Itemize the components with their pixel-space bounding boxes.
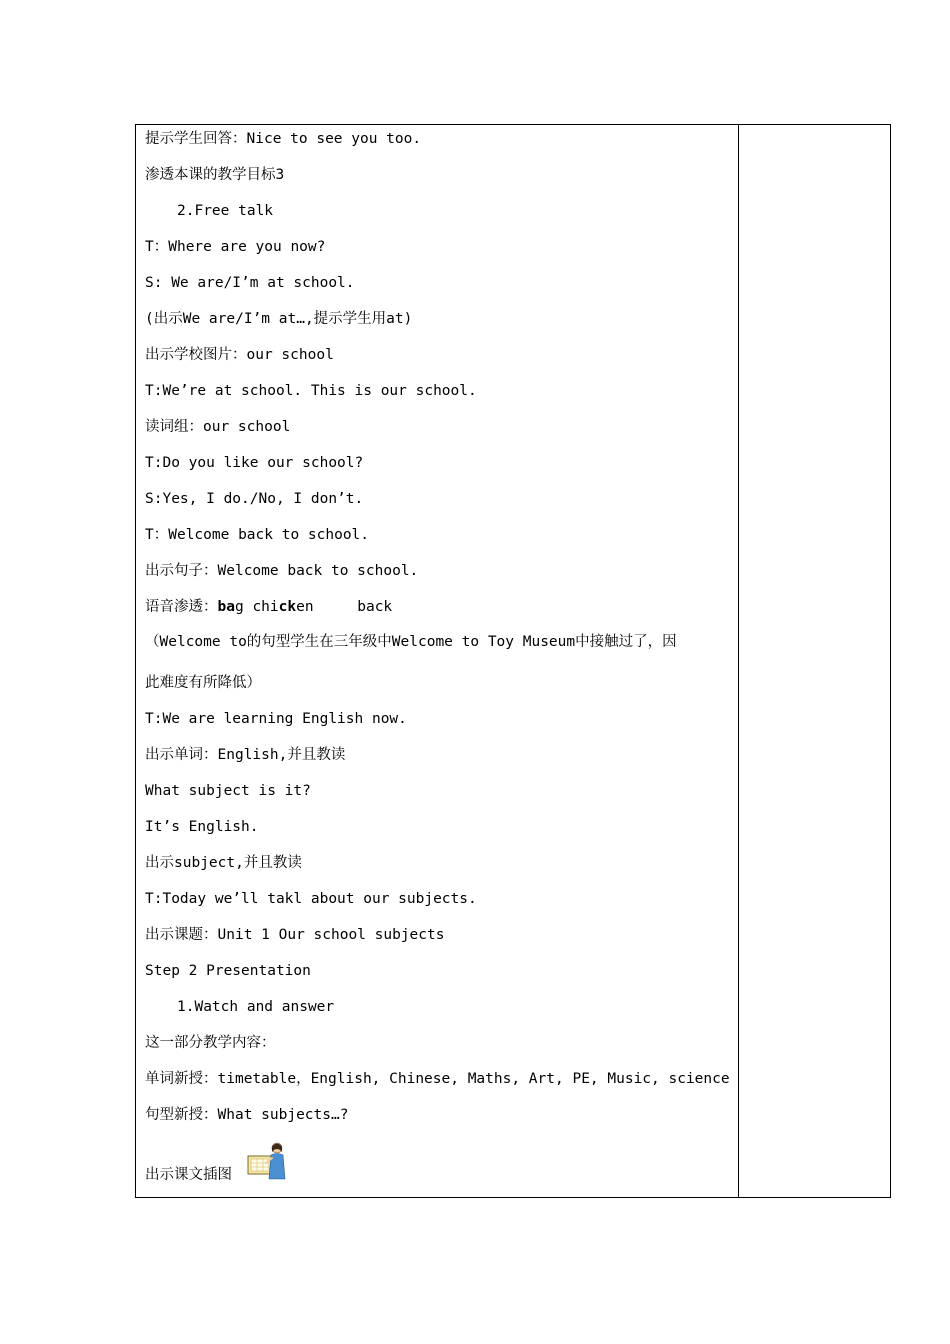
text-line: 出示课题：Unit 1 Our school subjects [145, 927, 445, 943]
text-line: （Welcome to的句型学生在三年级中Welcome to Toy Museum中接触过了，因 [145, 634, 677, 650]
text-line: 句型新授：What subjects…? [145, 1107, 349, 1123]
phonics-line [145, 598, 392, 616]
text-line: 读词组：our school [145, 419, 291, 435]
text-line: 出示学校图片：our school [145, 347, 334, 363]
phonics-word-part: g [234, 599, 244, 615]
text-line: 此难度有所降低） [145, 675, 261, 691]
text-line: 出示单词：English,并且教读 [145, 747, 346, 763]
text-line: 这一部分教学内容： [145, 1035, 276, 1051]
text-line: 出示subject,并且教读 [145, 855, 302, 871]
text-line: (出示We are/I’m at…,提示学生用at) [145, 311, 413, 327]
text-line: What subject is it? [145, 783, 311, 799]
text-line: 出示课文插图 [145, 1167, 232, 1183]
text-line: S:Yes, I do./No, I don’t. [145, 491, 364, 507]
text-line: T:Today we’ll takl about our subjects. [145, 891, 477, 907]
phonics-word: back [357, 599, 393, 615]
text-line: T：Welcome back to school. [145, 527, 370, 543]
text-line: T：Where are you now? [145, 239, 326, 255]
text-line: 出示句子：Welcome back to school. [145, 563, 419, 579]
phonics-highlight: ba [217, 599, 235, 615]
phonics-highlight: ck [278, 599, 297, 615]
notes-cell [739, 125, 890, 1197]
text-line: T:Do you like our school? [145, 455, 364, 471]
text-line: 单词新授：timetable，English, Chinese, Maths, Art, PE, Music, science [145, 1071, 730, 1087]
text-line: 渗透本课的教学目标3 [145, 167, 285, 183]
phonics-word-part: chi [252, 599, 279, 615]
text-line: Step 2 Presentation [145, 963, 311, 979]
teacher-with-timetable-icon [247, 1139, 287, 1181]
text-line: 提示学生回答：Nice to see you too. [145, 131, 422, 147]
text-line: T:We’re at school. This is our school. [145, 383, 477, 399]
text-line: 1.Watch and answer [177, 999, 335, 1015]
lesson-content-cell [136, 125, 738, 1197]
lesson-table [135, 124, 891, 1198]
text-line: 2.Free talk [177, 203, 274, 219]
text-line: S: We are/I’m at school. [145, 275, 355, 291]
phonics-prefix: 语音渗透： [145, 599, 218, 615]
phonics-word-part: en [296, 599, 314, 615]
text-line: T:We are learning English now. [145, 711, 407, 727]
text-line: It’s English. [145, 819, 259, 835]
